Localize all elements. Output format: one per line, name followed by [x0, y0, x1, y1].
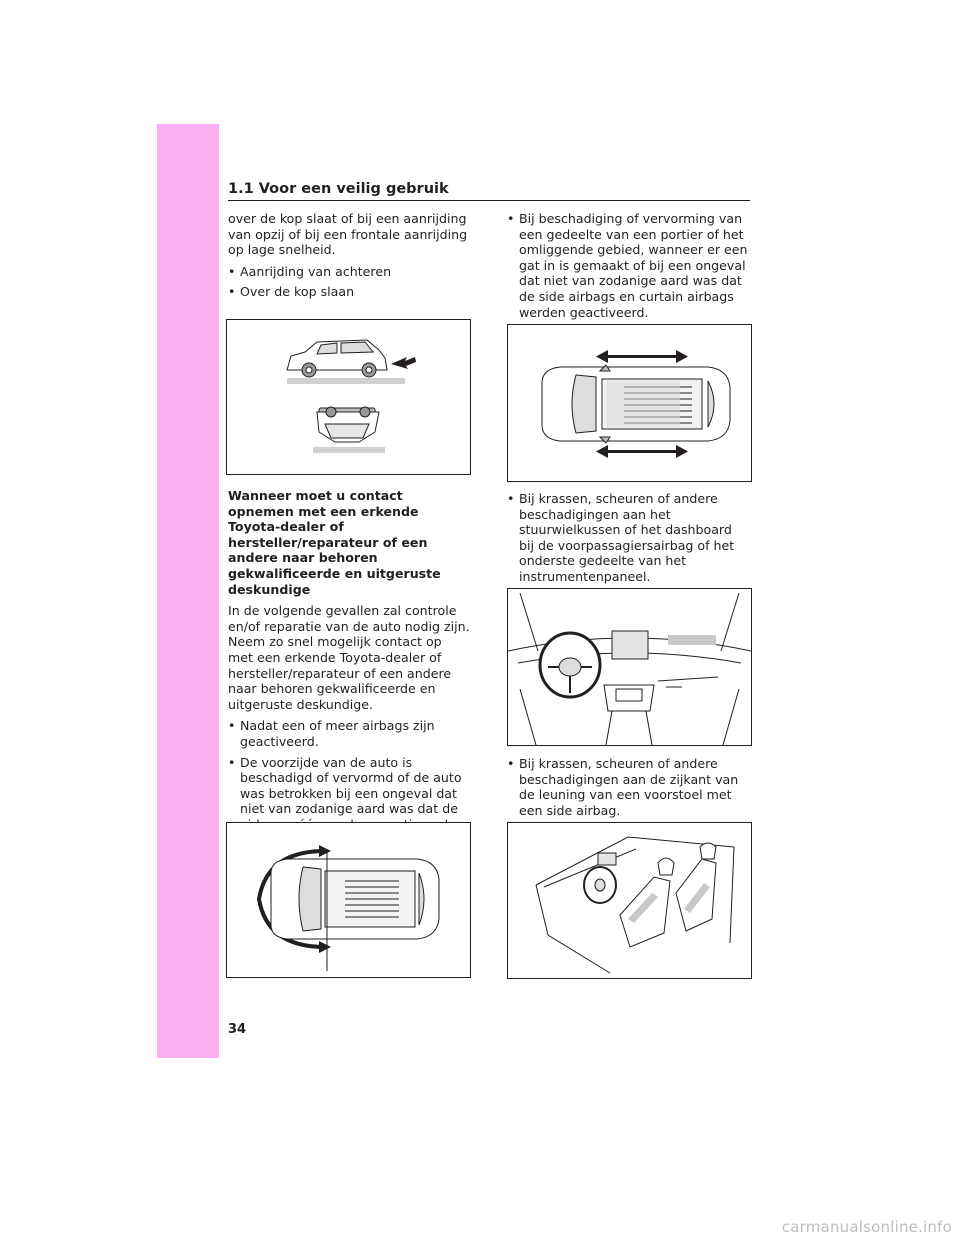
door-damage-highlight — [606, 381, 680, 427]
chapter-side-tab — [157, 124, 219, 1058]
steering-wheel — [584, 867, 616, 903]
suv-side-view — [287, 340, 387, 377]
figure-rear-impact-rollover — [226, 319, 471, 475]
passenger-airbag-highlight — [668, 635, 716, 645]
steering-wheel — [540, 633, 600, 697]
figure-seat-side-airbag — [507, 822, 752, 979]
door-zone-arrow-bottom — [596, 445, 688, 458]
lower-panel — [658, 677, 718, 687]
figure-door-damage-top-view — [507, 324, 752, 482]
figure-dashboard-interior — [507, 588, 752, 746]
list-item: • Bij krassen, scheuren of andere beschadigingen aan de zijkant van de leuning van een voorstoel met een side airbag. — [507, 756, 739, 818]
right-column-top — [507, 211, 750, 325]
center-console — [604, 685, 654, 745]
right-column-bottom — [507, 756, 750, 823]
list-item: • Over de kop slaan — [228, 284, 355, 300]
ground — [287, 378, 405, 384]
section-title: 1.1 Voor een veilig gebruik — [228, 180, 750, 201]
intro-text: over de kop slaat of bij een aanrijding van opzij of bij een frontale aanrijding op lage snelheid. — [228, 211, 468, 258]
list-item: • Bij beschadiging of vervorming van een gedeelte van een portier of het omliggende gebied, wanneer er een gat in is gemaakt of bij een ongeval dat niet van zodanige aard was dat de side airbags en curtain airbags werden geactiveerd. — [507, 211, 748, 320]
suv-upside-down — [317, 407, 379, 442]
impact-arrow — [391, 357, 416, 369]
list-item: • Aanrijding van achteren — [228, 263, 392, 279]
list-item: • De voorzijde van de auto is beschadigd of vervormd of de auto was betrokken bij een ongeval dat niet van zodanige aard was dat de — [228, 754, 462, 817]
door-zone-arrow-top — [596, 350, 688, 363]
right-column-middle — [507, 491, 750, 590]
contact-heading: Wanneer moet u contact opnemen met een erkende Toyota-dealer of hersteller/reparateur of een andere naar behoren gekwalificeerde en uitgeruste deskundige — [228, 488, 441, 597]
page-number: 34 — [228, 1022, 247, 1037]
left-column-middle — [228, 488, 470, 837]
ground — [313, 447, 385, 453]
figure-front-damage-top-view — [226, 822, 471, 978]
infotainment-screen — [598, 853, 616, 865]
infotainment-screen — [612, 631, 648, 659]
list-item: • Bij krassen, scheuren of andere beschadigingen aan het stuurwielkussen of het dashboard bij de voorpassagiersairbag of het onderste gedeelte van het instrumentenpaneel. — [507, 491, 735, 584]
left-column-top — [228, 211, 470, 305]
list-item: • Nadat een of meer airbags zijn geactiveerd. — [228, 718, 435, 749]
watermark: carmanualsonline.info — [781, 1218, 952, 1236]
contact-paragraph: In de volgende gevallen zal controle en/of reparatie van de auto nodig zijn. Neem zo snel mogelijk contact op met een erkende Toyota-dealer of hersteller/reparateur of een andere naar behoren gekwalificeerde en uitgeruste deskundige. — [228, 603, 470, 712]
